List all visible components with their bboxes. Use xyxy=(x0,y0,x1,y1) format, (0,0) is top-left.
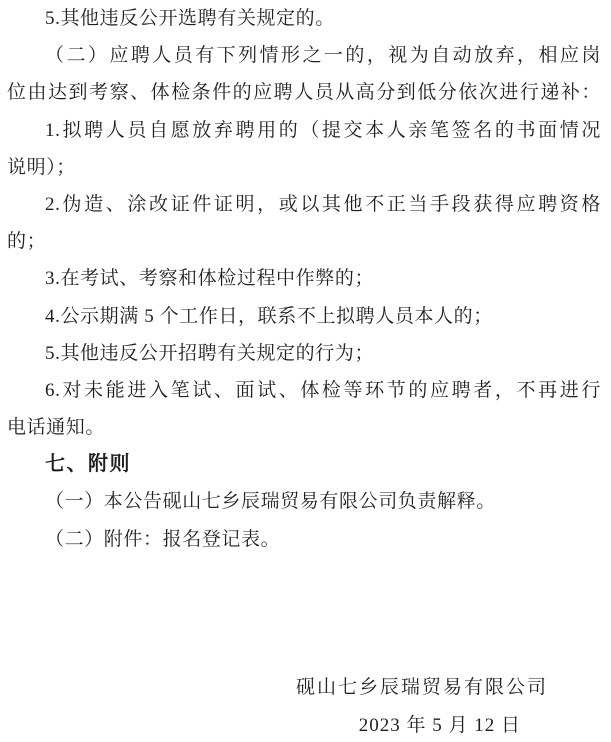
document-line: 位由达到考察、体检条件的应聘人员从高分到低分依次进行递补： xyxy=(7,82,601,104)
document-line: 1.拟聘人员自愿放弃聘用的（提交本人亲笔签名的书面情况 xyxy=(45,119,601,141)
document-line: （二）附件：报名登记表。 xyxy=(45,528,281,550)
document-line: 5.其他违反公开招聘有关规定的行为； xyxy=(45,342,375,364)
document-line: 5.其他违反公开选聘有关规定的。 xyxy=(45,8,335,29)
document-line: 说明）； xyxy=(7,156,76,178)
signature-gap xyxy=(7,558,601,670)
document-line: 2.伪造、涂改证件证明，或以其他不正当手段获得应聘资格 xyxy=(45,193,601,215)
document-line: 4.公示期满 5 个工作日，联系不上拟聘人员本人的； xyxy=(45,305,493,327)
signature-company: 砚山七乡辰瑞贸易有限公司 xyxy=(295,677,548,699)
document-line: （二）应聘人员有下列情形之一的，视为自动放弃，相应岗 xyxy=(45,45,601,67)
document-line: 电话通知。 xyxy=(7,417,106,439)
document-line: 3.在考试、考察和体检过程中作弊的； xyxy=(45,268,375,290)
document-line: （一）本公告砚山七乡辰瑞贸易有限公司负责解释。 xyxy=(45,491,496,513)
document-line: 6.对未能进入笔试、面试、体检等环节的应聘者，不再进行 xyxy=(45,379,601,401)
signature-date: 2023 年 5 月 12 日 xyxy=(358,714,521,736)
section-heading: 七、附则 xyxy=(45,453,131,476)
document-line: 的； xyxy=(7,231,47,253)
